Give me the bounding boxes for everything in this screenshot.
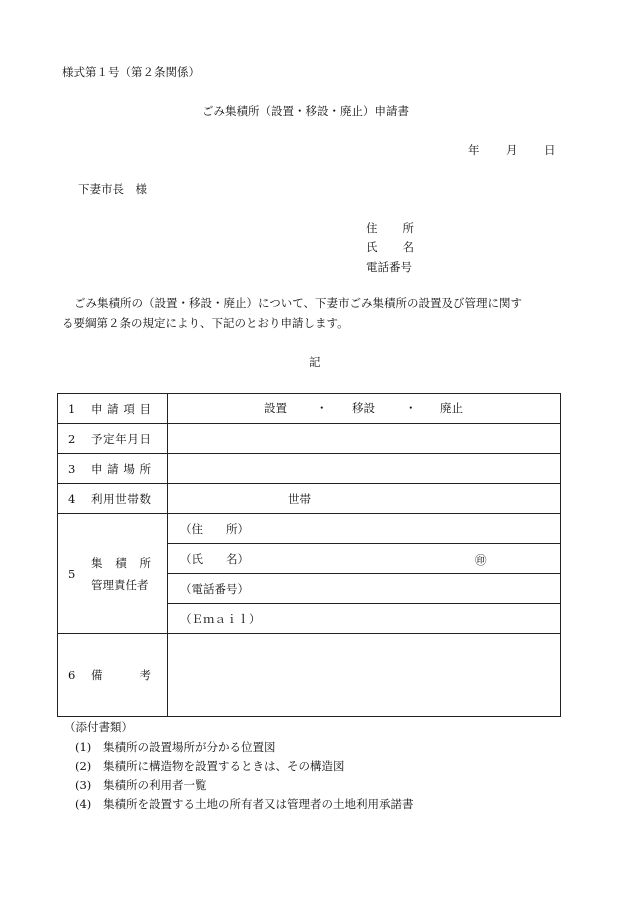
households-field[interactable] xyxy=(168,484,561,514)
remarks-field[interactable] xyxy=(168,634,561,717)
label-cell xyxy=(58,484,168,514)
seal-mark: ㊞ xyxy=(475,553,487,567)
option-separator: ・ xyxy=(316,400,328,415)
option-abolish[interactable]: 廃止 xyxy=(440,400,463,415)
table-row-location xyxy=(58,454,561,484)
manager-address-label: （住 所） xyxy=(180,521,249,536)
row-number: 5 xyxy=(68,566,76,581)
label-cell xyxy=(58,634,168,717)
scheduled-date-field[interactable] xyxy=(168,424,561,454)
option-install[interactable]: 設置 xyxy=(264,400,287,415)
table-row-scheduled-date xyxy=(58,424,561,454)
applicant-address-label: 住 所 xyxy=(366,221,414,235)
attachments-heading: （添付書類） xyxy=(64,720,133,734)
row-label: 申 請 項 目 xyxy=(91,401,151,416)
manager-address-field[interactable] xyxy=(168,514,561,544)
ki-label: 記 xyxy=(309,355,321,369)
date-day-label: 日 xyxy=(544,143,556,157)
manager-name-field[interactable] xyxy=(168,544,561,574)
table-row-manager-address xyxy=(58,514,561,544)
row-label: 集 積 所 xyxy=(91,555,151,570)
manager-label-cell xyxy=(58,514,168,634)
row-label: 備 考 xyxy=(91,668,151,682)
manager-phone-label: （電話番号） xyxy=(180,581,249,596)
attachment-item: (1) 集積所の設置場所が分かる位置図 xyxy=(75,740,276,754)
table-row-households xyxy=(58,484,561,514)
households-unit: 世帯 xyxy=(288,491,311,506)
applicant-phone-label: 電話番号 xyxy=(366,260,412,274)
attachment-item: (2) 集積所に構造物を設置するときは、その構造図 xyxy=(75,759,345,773)
row-number: 2 xyxy=(68,431,76,446)
addressee: 下妻市長 様 xyxy=(78,182,147,196)
row-label: 申 請 場 所 xyxy=(91,461,151,476)
option-relocate[interactable]: 移設 xyxy=(352,400,375,415)
table-row-remarks xyxy=(58,634,561,717)
body-text-line2: る要綱第２条の規定により、下記のとおり申請します。 xyxy=(62,316,349,330)
row-label: 予 定 年 月 日 xyxy=(91,431,151,446)
document-title: ごみ集積所（設置・移設・廃止）申請書 xyxy=(202,104,409,118)
attachment-item: (4) 集積所を設置する土地の所有者又は管理者の土地利用承諾書 xyxy=(75,797,414,811)
row-label: 利 用 世 帯 数 xyxy=(91,491,151,506)
location-field[interactable] xyxy=(168,454,561,484)
label-cell xyxy=(58,424,168,454)
option-separator: ・ xyxy=(405,400,417,415)
row-number: 6 xyxy=(68,668,76,682)
request-type-options xyxy=(168,394,561,424)
manager-email-label: （Ｅｍａｉｌ） xyxy=(180,611,261,626)
label-cell xyxy=(58,394,168,424)
date-month-label: 月 xyxy=(506,143,518,157)
table-row-request-type xyxy=(58,394,561,424)
form-id: 様式第１号（第２条関係） xyxy=(62,65,200,79)
manager-name-label: （氏 名） xyxy=(180,551,249,566)
manager-phone-field[interactable] xyxy=(168,574,561,604)
row-number: 4 xyxy=(68,491,76,506)
application-table xyxy=(57,393,561,717)
manager-email-field[interactable] xyxy=(168,604,561,634)
label-cell xyxy=(58,454,168,484)
date-year-label: 年 xyxy=(468,143,480,157)
row-number: 3 xyxy=(68,461,76,476)
row-label-sub: 管理責任者 xyxy=(91,577,149,592)
body-text-line1: ごみ集積所の（設置・移設・廃止）について、下妻市ごみ集積所の設置及び管理に関す xyxy=(74,296,523,310)
applicant-name-label: 氏 名 xyxy=(366,240,414,254)
row-number: 1 xyxy=(68,401,76,416)
attachment-item: (3) 集積所の利用者一覧 xyxy=(75,778,207,792)
